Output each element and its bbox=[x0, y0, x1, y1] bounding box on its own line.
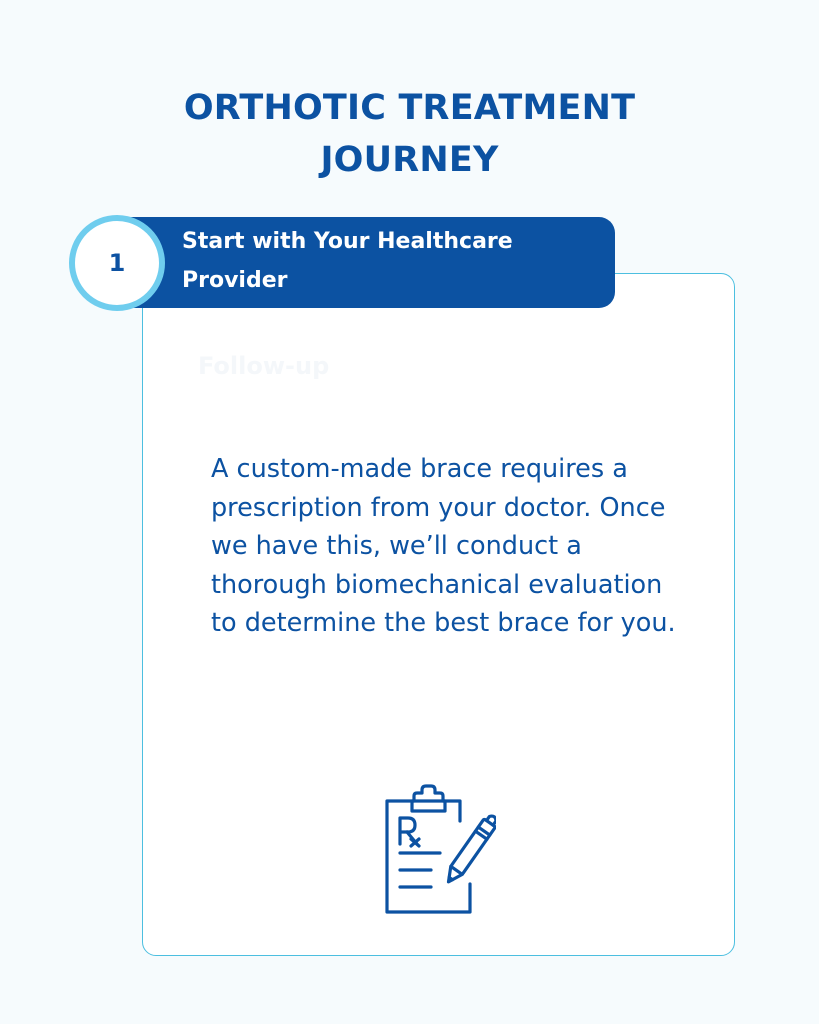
step-number: 1 bbox=[108, 249, 126, 277]
page-title-line-2: JOURNEY bbox=[320, 140, 499, 180]
step-title bbox=[182, 222, 602, 300]
page-title-line-1: ORTHOTIC TREATMENT bbox=[183, 88, 636, 128]
faded-step-label: Follow-up bbox=[198, 352, 330, 380]
step-number-badge bbox=[69, 215, 165, 311]
prescription-clipboard-icon bbox=[380, 784, 496, 916]
step-description: A custom-made brace requires a prescription from your doctor. Once we have this, we’ll conduct a thorough biomechanical evaluation to determine the best brace for you. bbox=[211, 454, 676, 638]
step-title-line-1: Start with Your Healthcare bbox=[182, 229, 513, 254]
page-title bbox=[0, 82, 819, 186]
step-title-line-2: Provider bbox=[182, 268, 288, 293]
